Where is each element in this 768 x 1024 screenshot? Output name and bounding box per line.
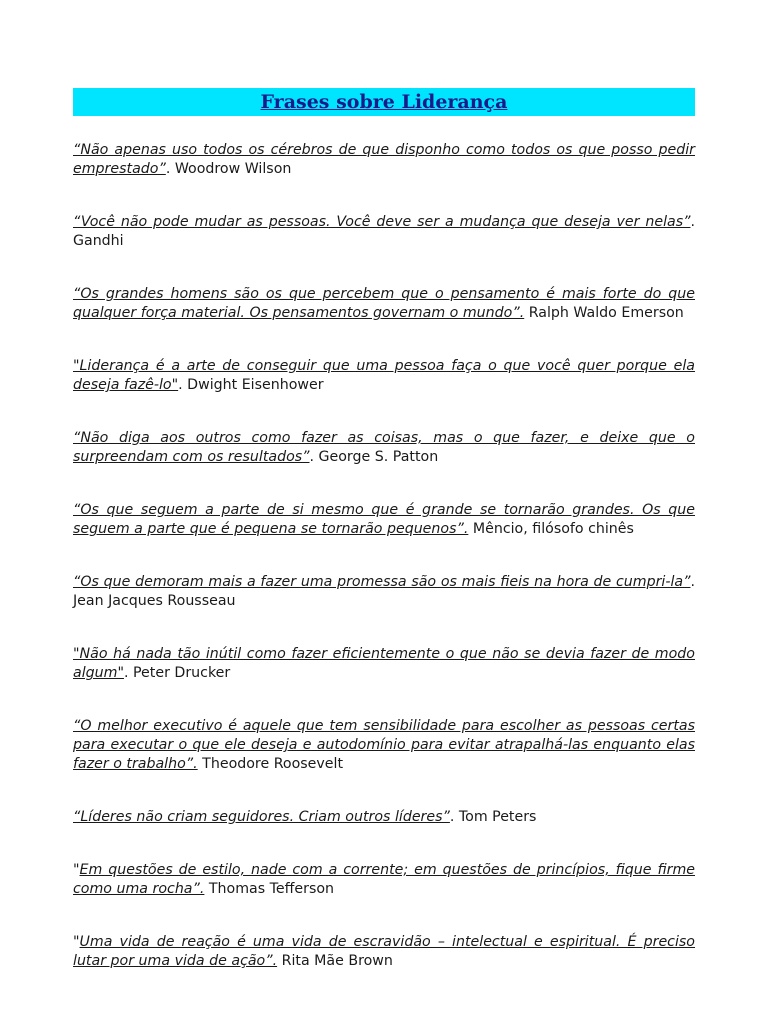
quote-item (73, 285, 695, 323)
quote-text: “Líderes não criam seguidores. Criam outros líderes” (73, 809, 450, 825)
quote-list (73, 141, 695, 971)
quote-author: Mêncio, filósofo chinês (468, 521, 634, 537)
quote-author: Thomas Tefferson (204, 881, 335, 897)
document-page (73, 88, 695, 1005)
quote-author: . Tom Peters (449, 809, 537, 825)
quote-item (73, 141, 695, 179)
quote-text: “Os grandes homens são os que percebem que o pensamento é mais forte do que qualquer força material. Os pensamentos governam o mundo”. (73, 286, 695, 321)
quote-item (73, 501, 695, 539)
quote-item (73, 717, 695, 774)
quote-item (73, 645, 695, 683)
quote-item (73, 573, 695, 611)
quote-prefix: " (73, 862, 80, 878)
quote-author: Theodore Roosevelt (197, 756, 344, 772)
quote-text: "Liderança é a arte de conseguir que uma pessoa faça o que você quer porque ela deseja fazê-lo" (73, 358, 695, 393)
quote-author: . Dwight Eisenhower (178, 377, 324, 393)
quote-text: "Não há nada tão inútil como fazer eficientemente o que não se devia fazer de modo algum" (73, 646, 695, 681)
quote-text: “Não apenas uso todos os cérebros de que disponho como todos os que posso pedir emprestado” (73, 142, 695, 177)
quote-author: . Jean Jacques Rousseau (73, 574, 695, 609)
quote-text: “Os que demoram mais a fazer uma promessa são os mais fieis na hora de cumpri-la” (73, 574, 691, 590)
quote-item (73, 357, 695, 395)
page-title: Frases sobre Liderança (260, 91, 508, 113)
quote-text: “Você não pode mudar as pessoas. Você deve ser a mudança que deseja ver nelas” (73, 214, 691, 230)
quote-text: “Não diga aos outros como fazer as coisas, mas o que fazer, e deixe que o surpreendam com os resultados” (73, 430, 695, 465)
quote-author: Ralph Waldo Emerson (524, 305, 684, 321)
quote-item (73, 933, 695, 971)
quote-text: “Os que seguem a parte de si mesmo que é grande se tornarão grandes. Os que seguem a parte que é pequena se tornarão pequenos”. (73, 502, 695, 537)
quote-text: Em questões de estilo, nade com a corrente; em questões de princípios, fique firme como uma rocha”. (73, 862, 695, 897)
quote-item (73, 861, 695, 899)
quote-author: . Gandhi (73, 214, 695, 249)
quote-item (73, 213, 695, 251)
quote-text: Uma vida de reação é uma vida de escravidão – intelectual e espiritual. É preciso lutar por uma vida de ação”. (73, 934, 695, 969)
quote-author: . Peter Drucker (123, 665, 231, 681)
quote-author: . George S. Patton (309, 449, 439, 465)
quote-author: Rita Mãe Brown (277, 953, 393, 969)
title-banner (73, 88, 695, 116)
quote-text: “O melhor executivo é aquele que tem sensibilidade para escolher as pessoas certas para executar o que ele deseja e autodomínio para evitar atrapalhá-las enquanto elas fazer o trabalho”. (73, 718, 695, 772)
quote-item (73, 429, 695, 467)
quote-item (73, 808, 695, 827)
quote-prefix: " (73, 934, 80, 950)
quote-author: . Woodrow Wilson (165, 161, 292, 177)
